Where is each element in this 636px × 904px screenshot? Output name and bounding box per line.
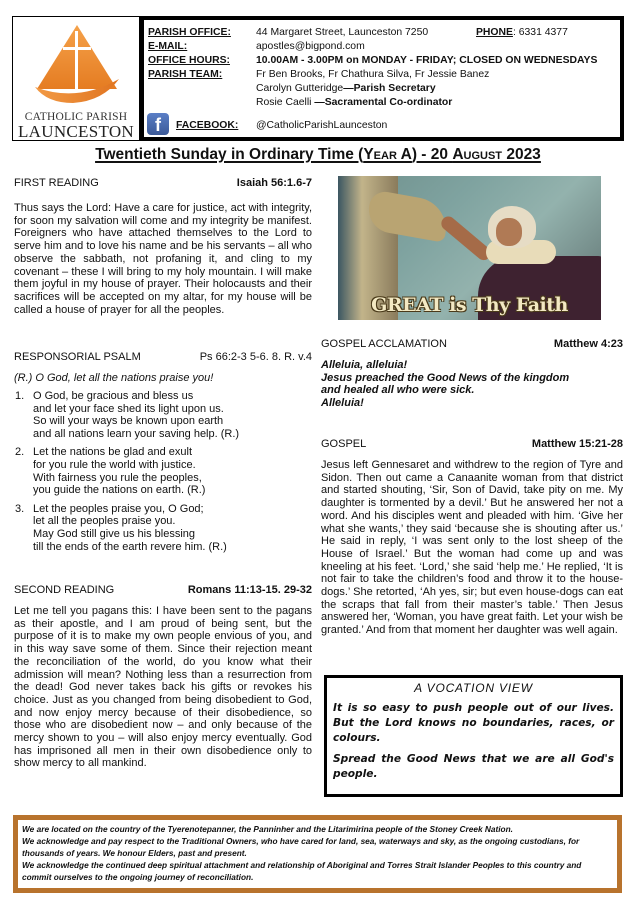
title-year: Year A xyxy=(363,146,412,163)
first-reading-section xyxy=(14,176,312,316)
verse-line: for you rule the world with justice. xyxy=(33,458,196,471)
verse-line: till the ends of the earth revere him. (R.) xyxy=(33,540,227,553)
acclamation-line: Alleluia! xyxy=(321,396,364,409)
email-label: E-MAIL: xyxy=(148,41,188,52)
title-month: August xyxy=(452,146,503,163)
verse-line: let all the peoples praise you. xyxy=(33,515,176,528)
parish-office-address: 44 Margaret Street, Launceston 7250 xyxy=(256,27,429,38)
office-hours-row xyxy=(148,54,597,67)
verse-number: 2. xyxy=(15,446,25,459)
verse-line: and let your face shed its light upon us. xyxy=(33,402,224,415)
gospel-text: Jesus left Gennesaret and withdrew to the region of Tyre and Sidon. Then out came a Canaanite woman from that district and started shouting, ‘Sir, Son of David, take pity on me. My daughter is tormented by a devil.’ But he answered her not a word. And his disciples went and pleaded with him. ‘Give her what she wants,’ they said ‘because she is shouting after us.’ He said in reply, ‘I was sent only to the lost sheep of the House of Israel.’ But the woman had come up and was kneeling at his feet. ‘Lord,’ she said ‘help me.’ He replied, ‘It is not fair to take the children’s food and throw it to the house-dogs.’ She retorted, ‘Ah yes, sir; but even house-dogs can eat the scraps that fall from their master’s table.’ Then Jesus answered her, ‘Woman, you have great faith. Let your wish be granted.’ And from that moment her daughter was well again. xyxy=(321,459,623,637)
logo-text-catholic-parish: CATHOLIC PARISH xyxy=(24,111,128,123)
verse-line: With fairness you rule the peoples, xyxy=(33,471,202,484)
acknowledgement-line: We acknowledge the continued deep spiritual attachment and relationship of Aboriginal and Torres Strait Islander Peoples to this country and commit ourselves to the ongoing journey of reconciliation. xyxy=(22,860,582,882)
vocation-view-paragraph: It is so easy to push people out of our lives. But the Lord knows no boundaries, races, or colours. xyxy=(333,702,614,744)
verse-number: 1. xyxy=(15,390,25,402)
parish-info-box xyxy=(140,16,624,141)
second-reading-section xyxy=(14,583,312,770)
vocation-view-title: A VOCATION VIEW xyxy=(414,681,533,695)
secretary-role: —Parish Secretary xyxy=(343,83,436,94)
verse-line: Let the nations be glad and exult xyxy=(33,446,193,459)
email-address[interactable]: apostles@bigpond.com xyxy=(256,41,365,52)
title-text-main: Twentieth Sunday in Ordinary Time ( xyxy=(95,146,364,163)
phone-number: : 6331 4377 xyxy=(512,27,568,38)
psalm-verse xyxy=(14,446,312,496)
secretary-name: Carolyn Gutteridge xyxy=(256,83,344,94)
first-reading-header xyxy=(14,176,312,190)
verse-line: O God, be gracious and bless us xyxy=(33,390,194,402)
page-title xyxy=(0,146,636,164)
parish-office-row xyxy=(148,26,568,39)
gospel-heading: GOSPEL xyxy=(321,438,367,450)
gospel-acclamation-header xyxy=(321,337,623,351)
email-row xyxy=(148,40,365,53)
gospel-acclamation-text xyxy=(321,359,623,409)
logo-text-launceston: LAUNCESTON xyxy=(17,122,135,141)
first-reading-reference: Isaiah 56:1.6-7 xyxy=(236,177,312,189)
acclamation-line: Jesus preached the Good News of the kingdom xyxy=(321,371,570,384)
psalm-verse xyxy=(14,390,312,440)
second-reading-heading: SECOND READING xyxy=(14,584,115,596)
office-hours-label: OFFICE HOURS: xyxy=(148,55,230,66)
psalm-heading: RESPONSORIAL PSALM xyxy=(14,351,141,363)
parish-office-label: PARISH OFFICE: xyxy=(148,27,231,38)
vocation-view-paragraph: Spread the Good News that we are all God's people. xyxy=(333,753,614,780)
acknowledgement-line: We are located on the country of the Tyerenotepanner, the Panninher and the Litarimirina people of the Stoney Creek Nation. xyxy=(22,824,513,834)
facebook-handle[interactable]: @CatholicParishLaunceston xyxy=(256,120,388,131)
facebook-row xyxy=(176,119,387,132)
gospel-section xyxy=(321,437,623,637)
gospel-reference: Matthew 15:21-28 xyxy=(531,438,623,450)
boat-cross-logo-icon xyxy=(33,23,121,109)
verse-line: May God still give us his blessing xyxy=(33,527,196,540)
acknowledgement-line: We acknowledge and pay respect to the Traditional Owners, who have cared for land, sea, waterways and sky, as the ongoing custodians, for thousands of years. We honour Elders, past and present. xyxy=(22,836,580,858)
second-reading-header xyxy=(14,583,312,597)
coordinator-role: —Sacramental Co-ordinator xyxy=(314,97,453,108)
office-hours-value: 10.00AM - 3.00PM on MONDAY - FRIDAY; CLOSED ON WEDNESDAYS xyxy=(256,55,598,66)
title-year-number: 2023 xyxy=(502,146,541,163)
gospel-acclamation-section xyxy=(321,337,623,409)
acclamation-line: and healed all who were sick. xyxy=(321,384,475,396)
facebook-icon[interactable]: f xyxy=(147,113,169,135)
second-reading-text: Let me tell you pagans this: I have been sent to the pagans as their apostle, and I am proud of being sent, but the purpose of it is to make my own people envious of you, and in this way save some of them. Since their rejection meant the reconciliation of the world, do you know what their admission will mean? Nothing less than a resurrection from the dead! God never takes back his gifts or revokes his choice. Just as you changed from being disobedient to God, and now enjoy mercy because of their disobedience, so those who are disobedient now – and only because of the mercy shown to you – will also enjoy mercy eventually. God has imprisoned all men in their own disobedience only to show mercy to all mankind. xyxy=(14,605,312,770)
second-reading-reference: Romans 11:13-15. 29-32 xyxy=(187,584,312,596)
gospel-header xyxy=(321,437,623,451)
psalm-reference: Ps 66:2-3 5-6. 8. R. v.4 xyxy=(199,351,312,363)
first-reading-text: Thus says the Lord: Have a care for justice, act with integrity, for soon my salvation will come and my integrity be manifest. Foreigners who have attached themselves to the Lord to serve him and to love his name and be his servants – all who observe the sabbath, not profaning it, and cling to my covenant – these I will bring to my holy mountain. I will make them joyful in my house of prayer. Their holocausts and their sacrifices will be accepted on my altar, for my house will be called a house of prayer for all the peoples. xyxy=(14,202,312,316)
verse-line: and all nations learn your saving help. (R.) xyxy=(33,427,240,440)
verse-line: Let the peoples praise you, O God; xyxy=(33,502,204,515)
facebook-label: FACEBOOK: xyxy=(176,120,239,131)
psalm-verses xyxy=(14,390,312,553)
sacramental-coordinator-row xyxy=(256,96,452,109)
acknowledgement-of-country xyxy=(13,815,622,893)
psalm-response: (R.) O God, let all the nations praise you! xyxy=(14,372,214,384)
acclamation-line: Alleluia, alleluia! xyxy=(321,359,408,371)
title-text-date: ) - 20 xyxy=(411,146,453,163)
first-reading-heading: FIRST READING xyxy=(14,177,99,189)
psalm-verse xyxy=(14,503,312,553)
parish-team-priests: Fr Ben Brooks, Fr Chathura Silva, Fr Jessie Banez xyxy=(256,69,490,80)
parish-header xyxy=(12,16,623,141)
image-caption: GREAT is Thy Faith xyxy=(371,294,568,316)
parish-secretary-row xyxy=(256,82,436,95)
vocation-view-box xyxy=(324,675,623,797)
verse-number: 3. xyxy=(15,502,25,515)
coordinator-name: Rosie Caelli xyxy=(256,97,315,108)
parish-logo xyxy=(12,16,140,141)
gospel-acclamation-heading: GOSPEL ACCLAMATION xyxy=(321,338,447,350)
gospel-acclamation-reference: Matthew 4:23 xyxy=(553,338,623,350)
verse-line: So will your ways be known upon earth xyxy=(33,415,224,428)
psalm-header xyxy=(14,350,312,364)
verse-line: you guide the nations on earth. (R.) xyxy=(33,484,206,497)
responsorial-psalm-section xyxy=(14,350,312,559)
great-is-thy-faith-image xyxy=(338,176,601,320)
parish-team-label: PARISH TEAM: xyxy=(148,69,223,80)
phone-label: PHONE xyxy=(476,27,513,38)
parish-team-row xyxy=(148,68,489,81)
